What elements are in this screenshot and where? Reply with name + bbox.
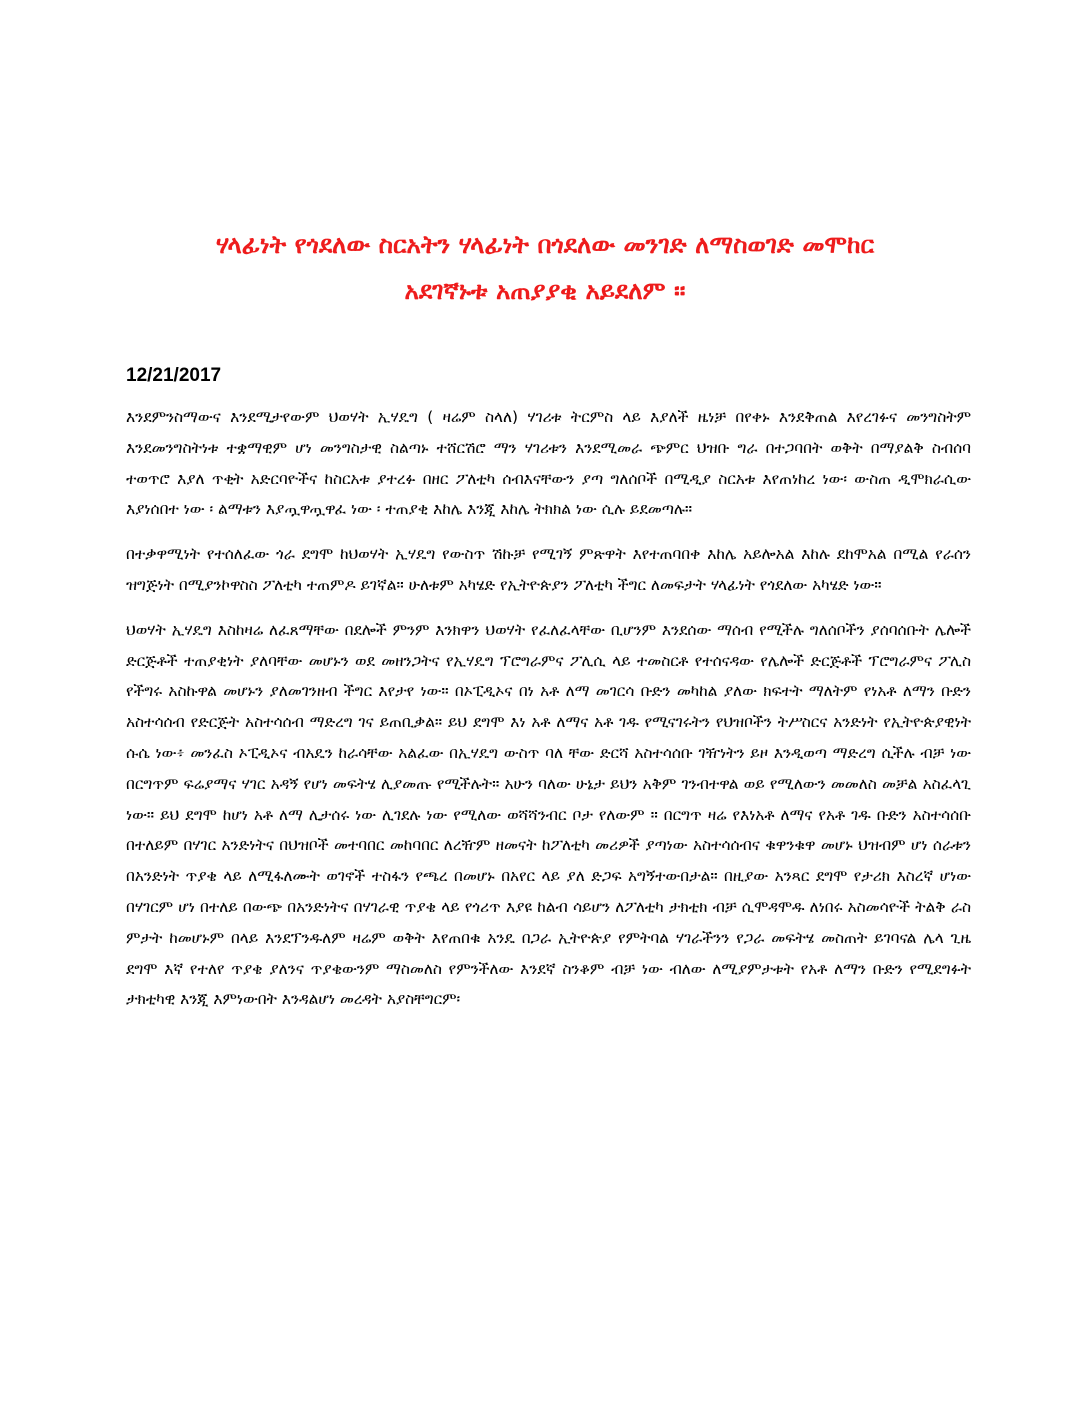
document-body [126, 402, 971, 1029]
document-title [110, 222, 980, 314]
document-date: 12/21/2017 [126, 365, 222, 386]
paragraph: በተቃዋሚነት የተሰለፈው ጎራ ደግሞ ከህወሃት ኢሃዴግ የውስጥ ሽኩቻ የሚገኝ ምጽዋት እየተጠባበቀ እከሌ አይሎአል እከሉ ደከሞአል በሚል የራሰን ዝግጅነት በሚያንኮዋስስ ፖለቲካ ተጠምዶ ይገኛል። ሁለቱም አካሄድ የኢትዮጵያን ፖለቲካ ችግር ለመፍታት ሃላፊነት የጎደለው አካሄድ ነው። [126, 545, 971, 594]
paragraph: እንደምንስማውና እንደሚታየውም ህወሃት ኢሃዴግ ( ዛሬም ስላለ) ሃገሪቱ ትርምስ ላይ እያለች ዜነቻ በየቀኑ እንደቅጠል እየረገፉና መንግስትም እንደመንግስትነቱ ተቋማዊም ሆነ መንግስታዊ ስልጣኑ ተሸርሽሮ ማን ሃገሪቱን እንደሚመራ ጭምር ህዝቡ ግራ በተጋባበት ወቅት በማያልቅ ስብሰባ ተወጥሮ እያለ ጥቂት አድርባዮችና ከስርአቱ ያተረፉ በዘር ፖለቲካ ሰብእናቸውን ያጣ ግለሰቦች በሚዲያ ስርአቱ እየጠነከረ ነው፡ ውስጠ ዲሞክራሲው እያነሰበተ ነው ፡ ልማቱን እያጧዋጧዋፈ ነው ፡ ተጠያቂ እከሌ እንጂ እከሌ ትክክል ነው ሲሉ ይደመጣሉ። [126, 408, 971, 519]
title-line-2: አደገኛኑቱ አጠያያቂ አይደለም ። [404, 276, 686, 305]
title-line-1: ሃላፊነት የጎደለው ስርአትን ሃላፊነት በጎደለው መንገድ ለማስወገድ መሞከር [215, 230, 875, 259]
paragraph: ህወሃት ኢሃዴግ እስከዛሬ ለፈጸማቸው በደሎች ምንም እንክዋን ህወሃት የፈለፈላቸው ቢሆንም እንደሰው ማሰብ የሚችሉ ግለሰቦችን ያሰባሰቡት ሌሎች ድርጅቶች ተጠያቂነት ያለባቸው መሆኑን ወደ መዘንጋትና የኢሃዴግ ፕሮግራምና ፖሊሲ ላይ ተመስርቶ የተሰናዳው የሌሎች ድርጅቶች ፕሮግራምና ፖሊስ የችግሩ አስኩዋል መሆኑን ያለመገንዘብ ችግር እየታየ ነው። በኦፒዲኦና በነ አቶ ለማ መገርሳ ቡድን መካከል ያለው ክፍተት ማለትም የነአቶ ለማን ቡድን አስተሳሰብ የድርጅት አስተሳሰብ ማድረግ ገና ይጠቢቃል። ይህ ደግሞ እነ አቶ ለማና አቶ ገዱ የሚናገሩትን የህዝቦችን ትሥስርና አንድነት የኢትዮጵያዊነት ሱሴ ነው፥ መንፈስ ኦፒዲኦና ብአዴን ከራሳቸው አልፈው በኢሃዴግ ውስጥ ባለ ቸው ድርሻ አስተሳሰቡ ገዥነትን ይዞ እንዲወጣ ማድረግ ሲችሉ ብቻ ነው በርግጥም ፍሬያማና ሃገር አዳኝ የሆነ መፍትሄ ሊያመጡ የሚችሉት። አሁን ባለው ሁኔታ ይህን አቅም ገንብተዋል ወይ የሚለውን መመለስ መቻል አስፈላጊ ነው። ይህ ደግሞ ከሆነ አቶ ለማ ሊታሰሩ ነው ሊገደሉ ነው የሚለው ወሻሻንብር ቦታ የለውም ። በርግጥ ዛሬ የእነአቶ ለማና የአቶ ገዱ ቡድን አስተሳሰቡ በተለይም በሃገር አንድነትና በህዝቦች መተባበር መከባበር ለረዥም ዘመናት ከፖለቲካ መሪዎች ያጣነው አስተሳሰብና ቁዋንቁዋ መሆኑ ህዝብም ሆነ ሰራቱን በአንድነት ጥያቄ ላይ ለሚፋለሙት ወገኖች ተስፋን የጫረ በመሆኑ በአየር ላይ ያለ ድጋፍ አግኝተውበታል። በዚያው አንጻር ደግሞ የታሪክ እስረኛ ሆነው በሃገርም ሆነ በተለይ በውጭ በአንድነትና በሃገራዊ ጥያቄ ላይ የጎሪጥ እያዩ ከልብ ሳይሆን ለፖለቲካ ታክቲክ ብቻ ሲሞዳሞዱ ለነበሩ አስመሳዮች ትልቅ ራስ ምታት ከመሆኑም በላይ እንደፕንዱለም ዛሬም ወቅት እየጠበቁ አንዴ በጋራ ኢትዮጵያ የምትባል ሃገራችንን የጋራ መፍትሄ መስጠት ይገባናል ሌላ ጊዜ ደግሞ እኛ የተለየ ጥያቄ ያለንና ጥያቄውንም ማስመለስ የምንችለው እንደኛ ስንቆም ብቻ ነው ብለው ለሚያምታቱት የአቶ ለማን ቡድን የሚደግፉት ታክቲካዊ እንጂ እምነውበት እንዳልሆነ መረዳት አያስቸግርም፡ [126, 620, 971, 1009]
